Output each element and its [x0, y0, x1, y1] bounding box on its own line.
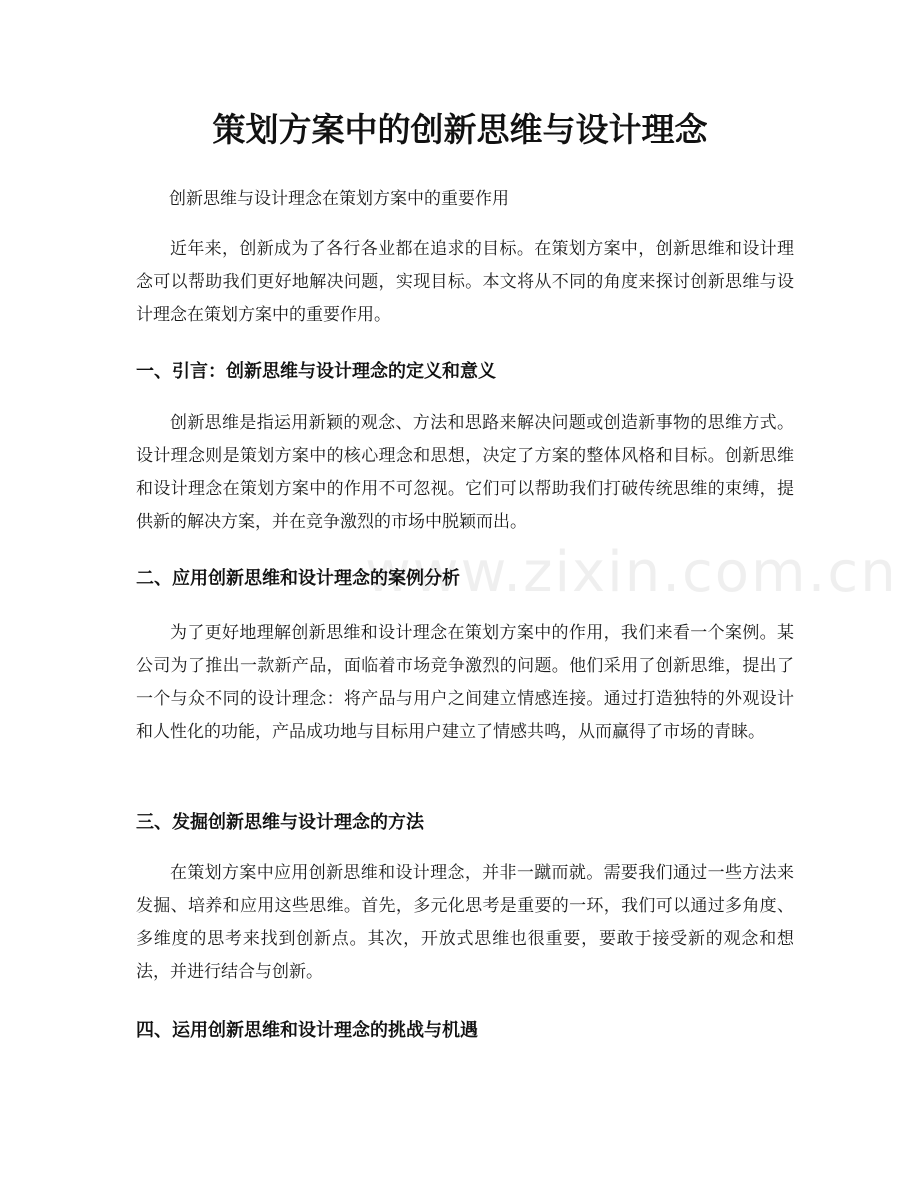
document-subtitle: 创新思维与设计理念在策划方案中的重要作用	[169, 189, 509, 209]
intro-paragraph: 近年来，创新成为了各行各业都在追求的目标。在策划方案中，创新思维和设计理念可以帮助我们更好地解决问题，实现目标。本文将从不同的角度来探讨创新思维与设计理念在策划方案中的重要作用。	[136, 239, 794, 325]
section-body-3: 在策划方案中应用创新思维和设计理念，并非一蹴而就。需要我们通过一些方法来发掘、培养和应用这些思维。首先，多元化思考是重要的一环，我们可以通过多角度、多维度的思考来找到创新点。其次，开放式思维也很重要，要敢于接受新的观念和想法，并进行结合与创新。	[136, 863, 794, 982]
document-title: 策划方案中的创新思维与设计理念	[212, 110, 708, 149]
watermark: www.zixin.com.cn	[365, 540, 898, 605]
section-heading-2: 二、应用创新思维和设计理念的案例分析	[136, 568, 460, 589]
section-heading-4: 四、运用创新思维和设计理念的挑战与机遇	[136, 1020, 478, 1041]
section-heading-3: 三、发掘创新思维与设计理念的方法	[136, 812, 424, 833]
section-body-1: 创新思维是指运用新颖的观念、方法和思路来解决问题或创造新事物的思维方式。设计理念则是策划方案中的核心理念和思想，决定了方案的整体风格和目标。创新思维和设计理念在策划方案中的作用不可忽视。它们可以帮助我们打破传统思维的束缚，提供新的解决方案，并在竞争激烈的市场中脱颖而出。	[136, 413, 794, 532]
section-heading-1: 一、引言：创新思维与设计理念的定义和意义	[136, 361, 496, 382]
section-body-2: 为了更好地理解创新思维和设计理念在策划方案中的作用，我们来看一个案例。某公司为了推出一款新产品，面临着市场竞争激烈的问题。他们采用了创新思维，提出了一个与众不同的设计理念：将产品与用户之间建立情感连接。通过打造独特的外观设计和人性化的功能，产品成功地与目标用户建立了情感共鸣，从而赢得了市场的青睐。	[136, 623, 794, 742]
